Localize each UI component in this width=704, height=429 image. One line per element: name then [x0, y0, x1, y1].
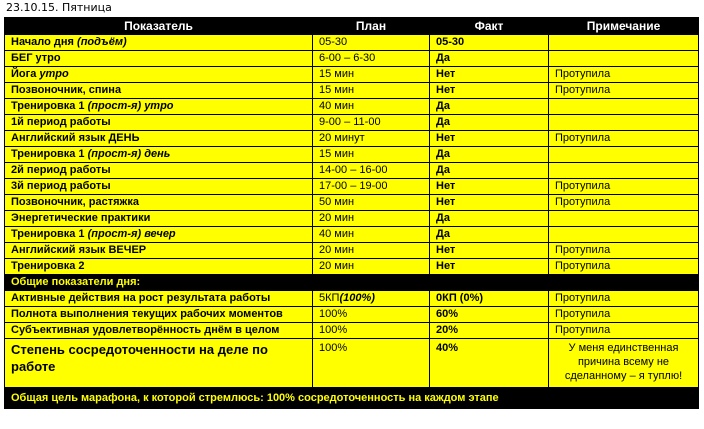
header-indicator: Показатель: [5, 18, 313, 35]
plan-cell: [313, 323, 430, 339]
fact-cell: Да: [430, 147, 549, 163]
indicator-cell: Субъективная удовлетворённость днём в целом: [5, 323, 313, 339]
fact-cell: Нет: [430, 67, 549, 83]
indicator-label: Тренировка 1: [11, 228, 85, 240]
section-title: Общие показатели дня:: [5, 275, 699, 291]
indicator-suffix: (прост-я) вечер: [87, 228, 176, 240]
table-row: [5, 99, 699, 115]
header-note: Примечание: [549, 18, 699, 35]
table-row: [5, 259, 699, 275]
plan-cell: [313, 291, 430, 307]
note-cell: [549, 147, 699, 163]
indicator-cell: [5, 35, 313, 51]
note-cell: [549, 211, 699, 227]
summary-row: [5, 323, 699, 339]
date-label: 23.10.15. Пятница: [6, 1, 112, 14]
focus-row: [5, 339, 699, 388]
indicator-suffix: (прост-я) утро: [87, 100, 174, 112]
section-header-row: [5, 275, 699, 291]
plan-value: 100%: [319, 324, 348, 336]
table-row: [5, 83, 699, 99]
fact-cell: Нет: [430, 259, 549, 275]
table-row: [5, 179, 699, 195]
plan-value: 100%: [319, 308, 348, 320]
table-row: [5, 67, 699, 83]
note-cell: [549, 99, 699, 115]
fact-cell: Нет: [430, 243, 549, 259]
plan-cell: 20 минут: [313, 131, 430, 147]
note-cell: Протупила: [549, 67, 699, 83]
table-row: [5, 227, 699, 243]
table-row: [5, 51, 699, 67]
summary-row: [5, 291, 699, 307]
indicator-label: Тренировка 1: [11, 100, 85, 112]
indicator-cell: [5, 259, 313, 275]
fact-cell: 0КП (0%): [430, 291, 549, 307]
plan-cell: 15 мин: [313, 147, 430, 163]
summary-row: [5, 307, 699, 323]
indicator-label: БЕГ утро: [11, 52, 61, 64]
note-cell: Протупила: [549, 291, 699, 307]
indicator-suffix: утро: [39, 68, 69, 80]
indicator-label: 3й период работы: [11, 180, 111, 192]
indicator-cell: [5, 179, 313, 195]
note-cell: [549, 35, 699, 51]
indicator-cell: [5, 67, 313, 83]
note-cell: [549, 51, 699, 67]
plan-cell: 14-00 – 16-00: [313, 163, 430, 179]
fact-cell: 20%: [430, 323, 549, 339]
plan-cell: 15 мин: [313, 67, 430, 83]
plan-cell: 6-00 – 6-30: [313, 51, 430, 67]
table-row: [5, 115, 699, 131]
plan-suffix: (100%): [339, 292, 375, 304]
fact-cell: Да: [430, 115, 549, 131]
indicator-cell: [5, 99, 313, 115]
plan-cell: 9-00 – 11-00: [313, 115, 430, 131]
table-header-row: [5, 18, 699, 35]
plan-cell: 20 мин: [313, 243, 430, 259]
header-plan: План: [313, 18, 430, 35]
footer-row: [5, 388, 699, 409]
table-row: [5, 147, 699, 163]
plan-cell: 15 мин: [313, 83, 430, 99]
fact-cell: Нет: [430, 195, 549, 211]
indicator-cell: [5, 243, 313, 259]
note-cell: [549, 115, 699, 131]
indicator-label: Тренировка 2: [11, 260, 85, 272]
focus-fact: 40%: [430, 339, 549, 388]
indicator-label: 1й период работы: [11, 116, 111, 128]
note-cell: [549, 163, 699, 179]
note-cell: Протупила: [549, 195, 699, 211]
table-row: [5, 131, 699, 147]
table-row: [5, 195, 699, 211]
indicator-label: Тренировка 1: [11, 148, 85, 160]
fact-cell: Да: [430, 51, 549, 67]
indicator-cell: [5, 115, 313, 131]
note-cell: Протупила: [549, 131, 699, 147]
indicator-label: 2й период работы: [11, 164, 111, 176]
note-cell: Протупила: [549, 243, 699, 259]
note-cell: Протупила: [549, 259, 699, 275]
table-row: [5, 243, 699, 259]
focus-note: У меня единственная причина всему не сделанному – я туплю!: [549, 339, 699, 388]
focus-plan: 100%: [313, 339, 430, 388]
indicator-cell: [5, 83, 313, 99]
indicator-label: Позвоночник, спина: [11, 84, 122, 96]
fact-cell: Нет: [430, 179, 549, 195]
plan-cell: 50 мин: [313, 195, 430, 211]
fact-cell: 60%: [430, 307, 549, 323]
note-cell: Протупила: [549, 323, 699, 339]
indicator-cell: [5, 195, 313, 211]
focus-indicator: Степень сосредоточенности на деле по работе: [5, 339, 313, 388]
indicator-cell: [5, 163, 313, 179]
fact-cell: Да: [430, 227, 549, 243]
note-cell: Протупила: [549, 307, 699, 323]
indicator-cell: Полнота выполнения текущих рабочих моментов: [5, 307, 313, 323]
note-cell: Протупила: [549, 179, 699, 195]
header-fact: Факт: [430, 18, 549, 35]
fact-cell: Да: [430, 211, 549, 227]
plan-cell: 20 мин: [313, 211, 430, 227]
note-cell: Протупила: [549, 83, 699, 99]
indicator-cell: [5, 147, 313, 163]
fact-cell: Да: [430, 163, 549, 179]
footer-goal: Общая цель марафона, к которой стремлюсь: 100% сосредоточенность на каждом этапе: [5, 388, 699, 409]
fact-cell: Да: [430, 99, 549, 115]
indicator-label: Английский язык ВЕЧЕР: [11, 244, 147, 256]
plan-cell: 40 мин: [313, 227, 430, 243]
table-row: [5, 163, 699, 179]
indicator-suffix: (подъём): [77, 36, 127, 48]
indicator-cell: Активные действия на рост результата работы: [5, 291, 313, 307]
indicator-cell: [5, 51, 313, 67]
indicator-label: Английский язык ДЕНЬ: [11, 132, 140, 144]
indicator-cell: [5, 131, 313, 147]
indicator-label: Йога: [11, 68, 37, 80]
indicator-cell: [5, 227, 313, 243]
table-row: [5, 35, 699, 51]
fact-cell: Нет: [430, 131, 549, 147]
plan-value: 5КП: [319, 292, 340, 304]
indicator-cell: [5, 211, 313, 227]
daily-report-table: [4, 17, 699, 409]
plan-cell: 17-00 – 19-00: [313, 179, 430, 195]
indicator-label: Начало дня: [11, 36, 74, 48]
fact-cell: 05-30: [430, 35, 549, 51]
indicator-label: Позвоночник, растяжка: [11, 196, 139, 208]
fact-cell: Нет: [430, 83, 549, 99]
plan-cell: 05-30: [313, 35, 430, 51]
indicator-suffix: (прост-я) день: [87, 148, 171, 160]
table-row: [5, 211, 699, 227]
plan-cell: 40 мин: [313, 99, 430, 115]
plan-cell: [313, 307, 430, 323]
indicator-label: Энергетические практики: [11, 212, 151, 224]
note-cell: [549, 227, 699, 243]
plan-cell: 20 мин: [313, 259, 430, 275]
